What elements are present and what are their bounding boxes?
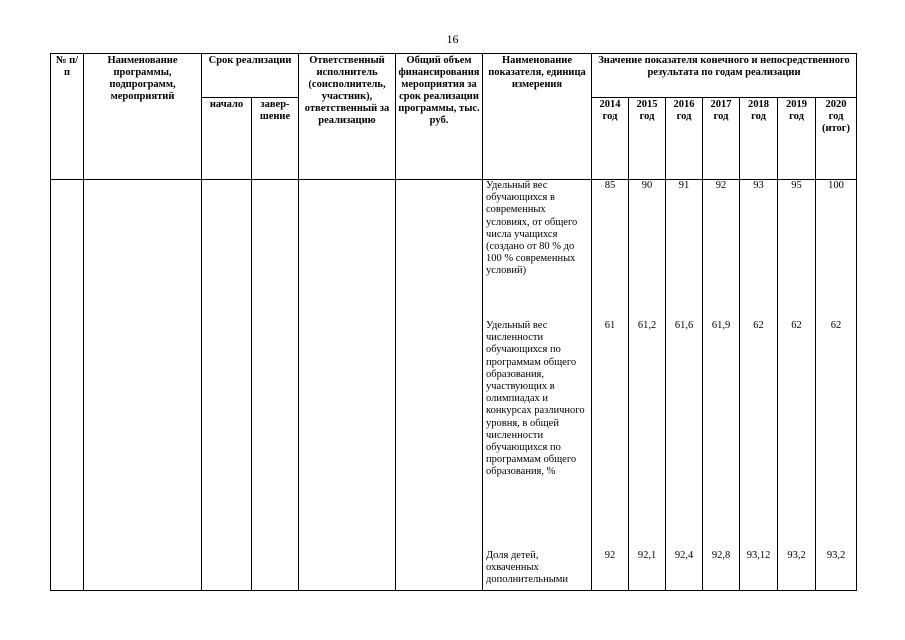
indicator-3-value-2018: 93,12 xyxy=(746,550,771,561)
indicator-1-value-2015: 90 xyxy=(641,180,653,191)
table-row xyxy=(51,180,857,591)
indicator-3-value-2020: 93,2 xyxy=(826,550,846,561)
cell-period-end xyxy=(252,180,299,591)
indicator-2-value-2014: 61 xyxy=(604,320,616,331)
header-year-2016: 2016 год xyxy=(666,98,703,180)
indicator-1-value-2018: 93 xyxy=(753,180,764,191)
header-period-end: завер-шение xyxy=(252,98,299,180)
header-year-2018: 2018 год xyxy=(740,98,778,180)
cell-period-start xyxy=(202,180,252,591)
cell-values-2015 xyxy=(629,180,666,591)
indicator-2-value-2020: 62 xyxy=(830,320,842,331)
indicator-3-value-2017: 92,8 xyxy=(711,550,731,561)
header-indicator-values: Значение показателя конечного и непосредственного результата по годам реализации xyxy=(592,54,857,98)
indicator-2-value-2017: 61,9 xyxy=(711,320,731,331)
indicator-1-value-2014: 85 xyxy=(604,180,616,191)
cell-values-2014 xyxy=(592,180,629,591)
header-row-1 xyxy=(51,54,857,98)
header-year-2019: 2019 год xyxy=(778,98,816,180)
indicator-2-value-2015: 61,2 xyxy=(637,320,657,331)
indicator-1-value-2016: 91 xyxy=(678,180,690,191)
header-year-2017: 2017 год xyxy=(703,98,740,180)
indicator-3-value-2015: 92,1 xyxy=(637,550,657,561)
indicator-1-value-2020: 100 xyxy=(828,180,844,191)
indicator-3-value-2014: 92 xyxy=(604,550,616,561)
indicators-table xyxy=(50,53,857,591)
indicator-3-value-2019: 93,2 xyxy=(787,550,806,561)
indicator-name-3: Доля детей, охваченных дополнительными xyxy=(486,550,569,586)
indicator-2-value-2019: 62 xyxy=(791,320,802,331)
header-year-2020: 2020 год (итог) xyxy=(816,98,857,180)
cell-values-2020 xyxy=(816,180,857,591)
page-number: 16 xyxy=(446,32,459,46)
header-year-2014: 2014 год xyxy=(592,98,629,180)
header-program-name: Наименование программы, подпрограмм, мероприятий xyxy=(84,54,202,180)
indicator-2-value-2016: 61,6 xyxy=(674,320,694,331)
cell-num xyxy=(51,180,84,591)
cell-values-2018 xyxy=(740,180,778,591)
cell-values-2017 xyxy=(703,180,740,591)
header-year-2015: 2015 год xyxy=(629,98,666,180)
indicator-2-value-2018: 62 xyxy=(753,320,764,331)
header-financing: Общий объем финансирования мероприятия за срок реализации программы, тыс. руб. xyxy=(396,54,483,180)
cell-values-2019 xyxy=(778,180,816,591)
indicator-name-1: Удельный вес обучающихся в современных условиях, от общего числа учащихся (создано от 80 % до 100 % современных условий) xyxy=(486,180,578,277)
header-period: Срок реализации xyxy=(202,54,299,98)
header-indicator: Наименование показателя, единица измерения xyxy=(483,54,592,180)
header-period-start: начало xyxy=(202,98,252,180)
cell-financing xyxy=(396,180,483,591)
indicator-1-value-2017: 92 xyxy=(715,180,727,191)
cell-executor xyxy=(299,180,396,591)
header-num: № п/п xyxy=(51,54,84,180)
indicator-name-2: Удельный вес численности обучающихся по программам общего образования, участвующих в олимпиадах и конкурсах различного уровня, в общей численности обучающихся по программам общего образования, % xyxy=(486,320,585,478)
indicator-3-value-2016: 92,4 xyxy=(674,550,694,561)
indicator-1-value-2019: 95 xyxy=(791,180,802,191)
cell-program-name xyxy=(84,180,202,591)
cell-values-2016 xyxy=(666,180,703,591)
cell-indicator-names xyxy=(483,180,592,591)
header-executor: Ответственный исполнитель (соисполнитель, участник), ответственный за реализацию xyxy=(299,54,396,180)
